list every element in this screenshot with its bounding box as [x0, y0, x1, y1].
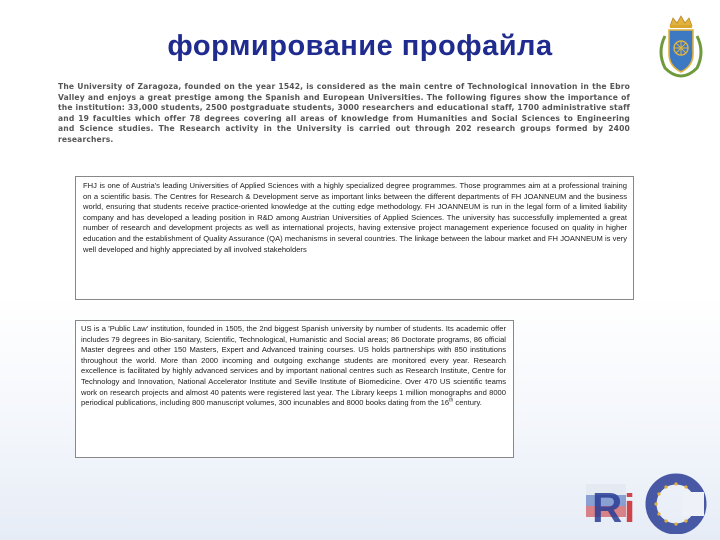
fh-joanneum-description: FHJ is one of Austria's leading Universities of Applied Sciences with a highly specialized degree programmes. Those programmes aim at a professional training on a scientific basis. The Centres for Research & Development serve as important links between the different departments of FH JOANNEUM and the business world, ensuring that students receive practice-oriented knowledge at the cutting edge methodology. FH JOANNEUM is run in the legal form of a limited liability company and has developed a leading position in R&D among Austrian Universities of Applied Sciences. The university has successfully implemented a great number of research and development projects as well as international projects, having extensive project management experience focused on quality in higher education and the establishment of Quality Assurance (QA) mechanisms in several countries. The linkage between the labour market and FH JOANNEUM is very well developed and highly appreciated by all involved stakeholders — [83, 181, 627, 254]
university-seville-description — [81, 324, 506, 409]
ric-logo-icon — [584, 470, 714, 534]
university-seville-box — [75, 320, 514, 458]
us-text-main: US is a 'Public Law' institution, founded in 1505, the 2nd biggest Spanish university by number of students. Its academic offer includes 79 degrees in Bio-sanitary, Scientific, Technological, Humanistic and Social areas; 86 Doctorate programs, 86 official Master degrees and other 150 Masters, Expert and Advanced training courses. US holds partnerships with 850 institutions throughout the world. More than 2000 incoming and outgoing exchange students are monitored every year. Research excellence is facilitated by highly advanced services and by important national centres such as Research Institute, Centre for Technology and Innovation, National Accelerator Institute and Seville Institute of Biomedicine. Over 470 US scientific teams work on research projects and almost 40 patents were registered last year. The Library keeps 1 million monographs and 8000 periodical publications, including 800 manuscript volumes, 300 incunables and 8000 books dating from the 16 — [81, 324, 506, 408]
coat-of-arms-icon — [651, 14, 711, 80]
us-text-end: century. — [453, 398, 482, 408]
fh-joanneum-box — [75, 176, 634, 300]
intro-paragraph: The University of Zaragoza, founded on the year 1542, is considered as the main centre of Technological innovation in the Ebro Valley and enjoys a great prestige among the Spanish and European Universities. The following figures show the importance of the institution: 33,000 students, 2500 postgraduate students, 3000 researchers and educational staff, 1700 administrative staff and 19 faculties which offer 78 degrees covering all areas of knowledge from Humanities and Social Sciences to Engineering and Science studies. The Research activity in the University is carried out through 202 research groups formed by 2400 researchers. — [58, 82, 630, 144]
logo-letter-r: R — [592, 484, 623, 531]
us-text-superscript: th — [449, 397, 454, 404]
logo-letter-i: i — [624, 487, 636, 531]
slide-title: формирование профайла — [167, 30, 553, 62]
